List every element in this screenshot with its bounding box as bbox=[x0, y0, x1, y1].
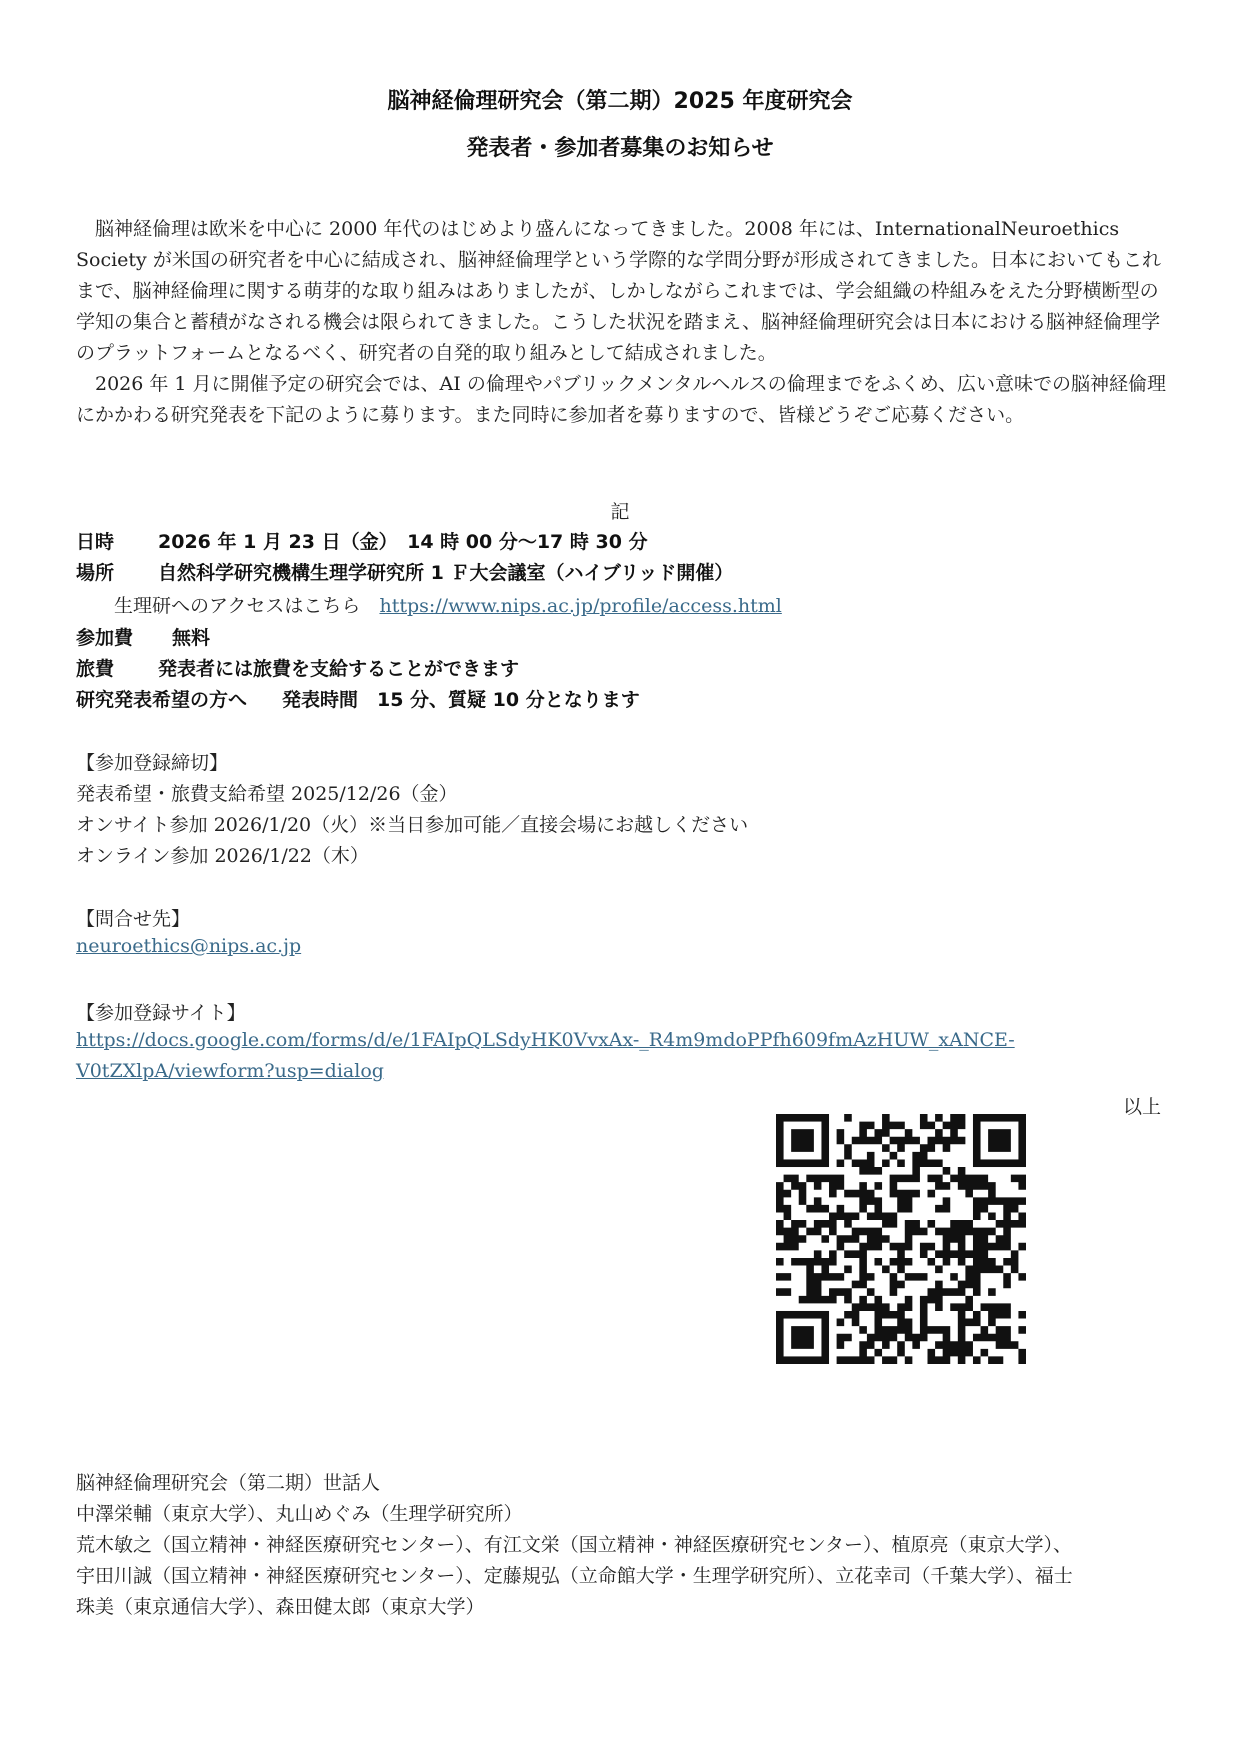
deadline-item: オンライン参加 2026/1/22（木） bbox=[76, 845, 369, 867]
place-value: 自然科学研究機構生理学研究所 1 Ｆ大会議室（ハイブリッド開催） bbox=[158, 562, 734, 584]
registration-heading: 【参加登録サイト】 bbox=[76, 1002, 246, 1024]
contact-heading: 【問合せ先】 bbox=[76, 908, 191, 930]
travel-value: 発表者には旅費を支給することができます bbox=[158, 658, 520, 680]
date-label: 日時 bbox=[76, 531, 115, 553]
detail-presenter bbox=[76, 685, 640, 712]
organizers-line: 荒木敏之（国立精神・神経医療研究センター）、有江文栄（国立精神・神経医療研究センター）、植原亮（東京大学）、 bbox=[76, 1534, 1072, 1556]
place-label: 場所 bbox=[76, 562, 115, 584]
detail-travel bbox=[76, 654, 519, 681]
end-mark: 以上 bbox=[1123, 1096, 1162, 1118]
detail-date bbox=[76, 527, 648, 554]
intro-paragraph-2: 2026 年 1 月に開催予定の研究会では、AI の倫理やパブリックメンタルヘルスの倫理までをふくめ、広い意味での脳神経倫理にかかわる研究発表を下記のように募ります。また同時に参加者を募りますので、皆様どうぞご応募ください。 bbox=[76, 373, 1167, 426]
travel-label: 旅費 bbox=[76, 658, 115, 680]
access-link[interactable]: https://www.nips.ac.jp/profile/access.html bbox=[379, 595, 782, 617]
contact-email-link[interactable]: neuroethics@nips.ac.jp bbox=[76, 935, 302, 957]
fee-label: 参加費 bbox=[76, 627, 134, 649]
deadline-heading: 【参加登録締切】 bbox=[76, 752, 229, 774]
registration-link-line1[interactable]: https://docs.google.com/forms/d/e/1FAIpQLSdyHK0VvxAx-_R4m9mdoPPfh609fmAzHUW_xANCE- bbox=[76, 1029, 1015, 1051]
deadline-item: オンサイト参加 2026/1/20（火）※当日参加可能／直接会場にお越しください bbox=[76, 814, 749, 836]
organizers-section bbox=[76, 1468, 1176, 1623]
presenter-label: 研究発表希望の方へ bbox=[76, 689, 248, 711]
intro-section bbox=[76, 214, 1168, 431]
page-title: 脳神経倫理研究会（第二期）2025 年度研究会 bbox=[387, 89, 853, 114]
fee-value: 無料 bbox=[172, 627, 211, 649]
organizers-line: 宇田川誠（国立精神・神経医療研究センター）、定藤規弘（立命館大学・生理学研究所）、立花幸司（千葉大学）、福士 bbox=[76, 1565, 1073, 1587]
access-line bbox=[114, 591, 782, 618]
deadline-item: 発表希望・旅費支給希望 2025/12/26（金） bbox=[76, 783, 458, 805]
registration-link-line2[interactable]: V0tZXlpA/viewform?usp=dialog bbox=[76, 1060, 384, 1082]
date-value: 2026 年 1 月 23 日（金） 14 時 00 分～17 時 30 分 bbox=[158, 531, 648, 553]
detail-fee bbox=[76, 623, 210, 650]
access-text: 生理研へのアクセスはこちら bbox=[114, 595, 361, 617]
detail-place bbox=[76, 558, 733, 585]
page-subtitle: 発表者・参加者募集のお知らせ bbox=[466, 136, 774, 161]
qr-code-image[interactable] bbox=[776, 1114, 1026, 1364]
organizers-line: 珠美（東京通信大学）、森田健太郎（東京大学） bbox=[76, 1596, 485, 1618]
organizers-heading: 脳神経倫理研究会（第二期）世話人 bbox=[76, 1472, 381, 1494]
ki-marker: 記 bbox=[610, 501, 630, 523]
intro-paragraph-1: 脳神経倫理は欧米を中心に 2000 年代のはじめより盛んになってきました。2008 年には、InternationalNeuroethics Society が米国の研究者を中心に結成され、脳神経倫理学という学際的な学問分野が形成されてきました。日本においてもこれまで、脳神経倫理に関する萌芽的な取り組みはありましたが、しかしながらこれまでは、学会組織の枠組みをえた分野横断型の学知の集合と蓄積がなされる機会は限られてきました。こうした状況を踏まえ、脳神経倫理研究会は日本における脳神経倫理学のプラットフォームとなるべく、研究者の自発的取り組みとして結成されました。 bbox=[76, 218, 1161, 364]
presenter-value: 発表時間 15 分、質疑 10 分となります bbox=[282, 689, 640, 711]
organizers-line: 中澤栄輔（東京大学）、丸山めぐみ（生理学研究所） bbox=[76, 1503, 523, 1525]
